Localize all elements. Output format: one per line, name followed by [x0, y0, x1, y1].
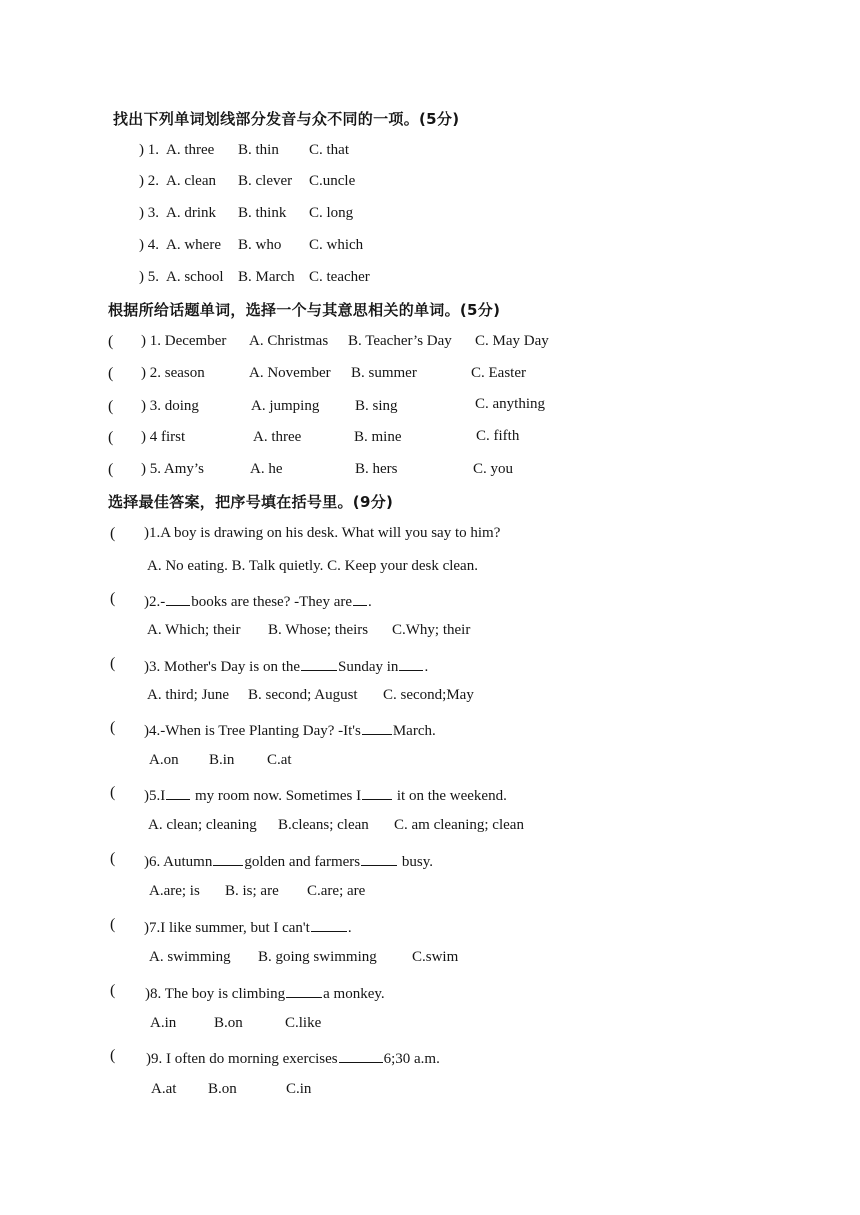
question-options: A. No eating. B. Talk quietly. C. Keep your desk clean. [147, 558, 478, 574]
question-text-part: Sunday in [338, 659, 399, 675]
option-b: B.on [214, 1015, 243, 1031]
answer-paren[interactable]: ( [108, 429, 114, 446]
option-b: B. is; are [225, 883, 279, 899]
option-a: A.are; is [149, 883, 200, 899]
item-number: ) 2. season [141, 365, 205, 381]
option-b: B. going swimming [258, 949, 377, 965]
answer-blank[interactable] [362, 784, 392, 800]
option-c: C. you [473, 461, 514, 477]
option-c: C.swim [412, 949, 459, 965]
question-text [145, 982, 385, 1003]
question-text [144, 719, 436, 740]
option-b: B. Teacher’s Day [348, 333, 452, 349]
option-b: B. mine [354, 429, 402, 445]
option-c: C. that [309, 142, 349, 158]
option-c: C. long [309, 205, 354, 221]
option-c: C. teacher [309, 269, 370, 285]
question-text-part: )4.-When is Tree Planting Day? -It's [144, 723, 361, 739]
answer-paren[interactable]: ( [108, 461, 114, 478]
option-a: A. three [166, 142, 215, 158]
answer-blank[interactable] [213, 850, 243, 866]
item-number: ) 3. [139, 205, 159, 221]
answer-paren[interactable]: ( [108, 398, 114, 415]
option-c: C. fifth [476, 428, 520, 444]
answer-blank[interactable] [166, 784, 190, 800]
option-c: C.like [285, 1015, 322, 1031]
answer-blank[interactable] [311, 916, 347, 932]
option-a: A. school [166, 269, 224, 285]
answer-blank[interactable] [361, 850, 397, 866]
question-text-part: my room now. Sometimes I [195, 788, 362, 804]
question-text-part: . [424, 659, 429, 675]
question-text-part: books are these? -They are [191, 594, 353, 610]
item-number: ) 5. Amy’s [141, 461, 204, 477]
question-text-part: )6. Autumn [144, 854, 213, 870]
section1-heading: 找出下列单词划线部分发音与众不同的一项。(5分) [113, 110, 460, 128]
option-a: A.in [150, 1015, 177, 1031]
question-text-part: it on the weekend. [396, 788, 507, 804]
option-b: B. summer [351, 365, 417, 381]
question-text-part: a monkey. [323, 986, 385, 1002]
option-c: C. which [309, 237, 364, 253]
option-c: C.are; are [307, 883, 366, 899]
option-b: B. March [238, 269, 295, 285]
option-b: B.in [209, 752, 235, 768]
answer-paren[interactable]: ( [110, 916, 116, 933]
option-c: C.in [286, 1081, 312, 1097]
option-a: A. swimming [149, 949, 231, 965]
item-number: ) 3. doing [141, 398, 199, 414]
option-b: B. who [238, 237, 282, 253]
option-a: A. drink [166, 205, 216, 221]
option-a: A.at [151, 1081, 177, 1097]
question-text [144, 850, 433, 871]
option-c: C. Easter [471, 365, 526, 381]
answer-blank[interactable] [286, 982, 322, 998]
question-text-part: )7.I like summer, but I can't [144, 920, 310, 936]
answer-blank[interactable] [166, 590, 190, 606]
answer-paren[interactable]: ( [108, 333, 114, 350]
answer-paren[interactable]: ( [110, 982, 116, 999]
section3-heading: 选择最佳答案，把序号填在括号里。(9分) [108, 493, 394, 511]
answer-paren[interactable]: ( [110, 655, 116, 672]
option-c: C.Why; their [392, 622, 471, 638]
question-text [144, 590, 372, 611]
answer-paren[interactable]: ( [110, 719, 116, 736]
option-a: A. Which; their [147, 622, 241, 638]
question-text-part: golden and farmers [244, 854, 361, 870]
item-number: ) 2. [139, 173, 159, 189]
question-text [144, 784, 507, 805]
option-c: C.at [267, 752, 292, 768]
item-number: ) 4 first [141, 429, 186, 445]
answer-blank[interactable] [399, 655, 423, 671]
question-text-part: )8. The boy is climbing [145, 986, 286, 1002]
option-a: A. he [250, 461, 283, 477]
option-c: C.uncle [309, 173, 356, 189]
question-text [146, 1047, 440, 1068]
question-text: )1.A boy is drawing on his desk. What will you say to him? [144, 525, 501, 541]
answer-blank[interactable] [301, 655, 337, 671]
question-text-part: . [347, 920, 352, 936]
option-a: A.on [149, 752, 179, 768]
answer-paren[interactable]: ( [110, 525, 116, 542]
option-c: C. May Day [475, 333, 549, 349]
option-b: B. hers [355, 461, 398, 477]
answer-blank[interactable] [339, 1047, 383, 1063]
question-text-part: 6;30 a.m. [383, 1051, 440, 1067]
option-a: A. Christmas [249, 333, 329, 349]
question-text-part: )2.- [144, 594, 166, 610]
option-b: B. sing [355, 398, 398, 414]
item-number: ) 5. [139, 269, 159, 285]
option-a: A. November [249, 365, 331, 381]
option-a: A. where [166, 237, 221, 253]
option-c: C. second;May [383, 687, 474, 703]
option-a: A. clean; cleaning [148, 817, 257, 833]
option-a: A. jumping [251, 398, 320, 414]
option-a: A. third; June [147, 687, 230, 703]
option-c: C. anything [475, 396, 545, 412]
question-text-part: . [368, 594, 372, 610]
option-b: B. thin [238, 142, 279, 158]
option-b: B. think [238, 205, 287, 221]
question-text-part: busy. [401, 854, 434, 870]
option-b: B.on [208, 1081, 237, 1097]
answer-blank[interactable] [353, 590, 367, 606]
option-b: B. clever [238, 173, 293, 189]
answer-paren[interactable]: ( [110, 590, 116, 607]
option-b: B.cleans; clean [278, 817, 369, 833]
question-text-part: )5.I [144, 788, 166, 804]
question-text-part: March. [392, 723, 436, 739]
option-c: C. am cleaning; clean [394, 817, 524, 833]
option-b: B. second; August [248, 687, 358, 703]
answer-paren[interactable]: ( [110, 1047, 116, 1064]
answer-paren[interactable]: ( [110, 850, 116, 867]
question-text [144, 655, 428, 676]
option-a: A. clean [166, 173, 216, 189]
answer-paren[interactable]: ( [108, 365, 114, 382]
answer-blank[interactable] [362, 719, 392, 735]
item-number: ) 1. [139, 142, 159, 158]
section2-heading: 根据所给话题单词，选择一个与其意思相关的单词。(5分) [108, 301, 501, 319]
question-text-part: )3. Mother's Day is on the [144, 659, 301, 675]
item-number: ) 4. [139, 237, 159, 253]
question-text-part: )9. I often do morning exercises [146, 1051, 338, 1067]
question-text [144, 916, 352, 937]
item-number: ) 1. December [141, 333, 227, 349]
answer-paren[interactable]: ( [110, 784, 116, 801]
option-b: B. Whose; theirs [268, 622, 369, 638]
option-a: A. three [253, 429, 302, 445]
